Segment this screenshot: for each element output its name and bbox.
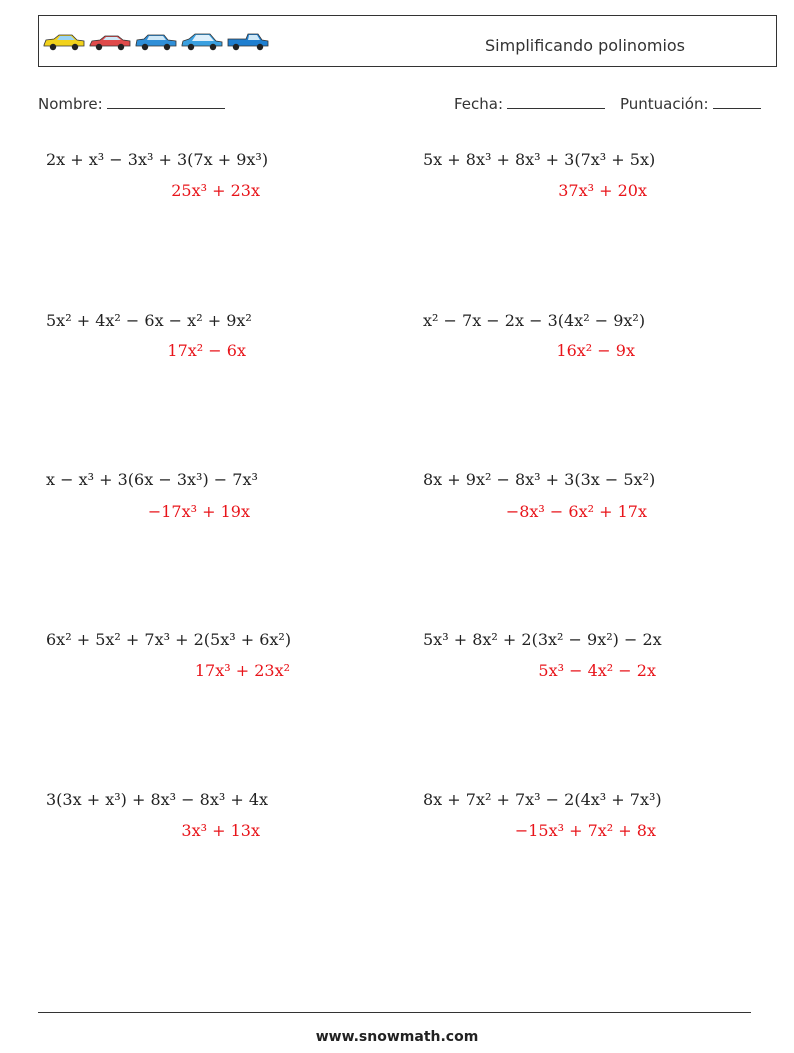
problem-expression: x − x³ + 3(6x − 3x³) − 7x³ (46, 470, 258, 489)
score-blank[interactable] (713, 94, 761, 109)
problem-answer: 5x³ − 4x² − 2x (538, 661, 656, 680)
problem-answer: −15x³ + 7x² + 8x (514, 821, 656, 840)
blue-hatchback-icon (180, 30, 224, 52)
problem-expression: 6x² + 5x² + 7x³ + 2(5x³ + 6x²) (46, 630, 292, 649)
problem-expression: 8x + 7x² + 7x³ − 2(4x³ + 7x³) (423, 790, 662, 809)
problem-answer: 3x³ + 13x (181, 821, 260, 840)
problem-expression: 2x + x³ − 3x³ + 3(7x + 9x³) (46, 150, 269, 169)
yellow-car-icon (42, 30, 86, 52)
problem-answer: 17x³ + 23x² (194, 661, 290, 680)
red-car-icon (88, 30, 132, 52)
problem-answer: −17x³ + 19x (147, 502, 250, 521)
name-field[interactable] (38, 94, 225, 113)
header-box (38, 15, 777, 67)
blue-car-icon (134, 30, 178, 52)
footer-divider (38, 1012, 751, 1013)
problem-expression: 5x² + 4x² − 6x − x² + 9x² (46, 311, 252, 330)
problem-answer: −8x³ − 6x² + 17x (505, 502, 647, 521)
problem-answer: 17x² − 6x (167, 341, 246, 360)
date-field[interactable] (454, 94, 605, 113)
problem-answer: 37x³ + 20x (558, 181, 647, 200)
score-field[interactable] (620, 94, 761, 113)
footer-site-link[interactable]: www.snowmath.com (315, 1029, 479, 1045)
problem-answer: 25x³ + 23x (171, 181, 260, 200)
problem-expression: x² − 7x − 2x − 3(4x² − 9x²) (423, 311, 646, 330)
date-blank[interactable] (507, 94, 605, 109)
problem-expression: 5x³ + 8x² + 2(3x² − 9x²) − 2x (423, 630, 662, 649)
problem-answer: 16x² − 9x (556, 341, 635, 360)
problem-expression: 8x + 9x² − 8x³ + 3(3x − 5x²) (423, 470, 656, 489)
score-label: Puntuación: (620, 95, 709, 113)
name-blank[interactable] (107, 94, 225, 109)
problem-expression: 5x + 8x³ + 8x³ + 3(7x³ + 5x) (423, 150, 656, 169)
worksheet-title: Simplificando polinomios (485, 36, 686, 55)
date-label: Fecha: (454, 95, 504, 113)
name-label: Nombre: (38, 95, 103, 113)
problem-expression: 3(3x + x³) + 8x³ − 8x³ + 4x (46, 790, 269, 809)
blue-pickup-icon (226, 30, 270, 52)
car-icons-strip (42, 30, 270, 52)
